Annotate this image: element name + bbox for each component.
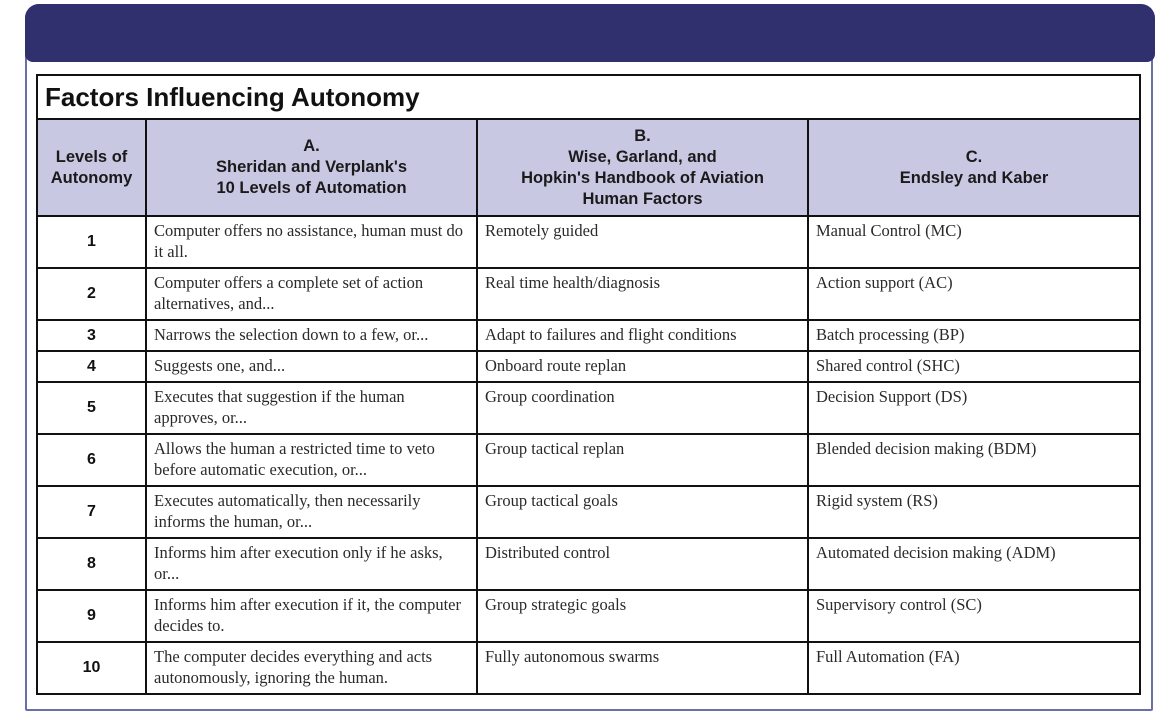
level-cell: 6 (37, 434, 146, 486)
sheridan-cell: Computer offers a complete set of action alternatives, and... (146, 268, 477, 320)
column-header-levels (37, 119, 146, 216)
wise-cell: Distributed control (477, 538, 808, 590)
table-row (37, 538, 1140, 590)
wise-cell: Onboard route replan (477, 351, 808, 382)
sheridan-cell: Executes automatically, then necessarily informs the human, or... (146, 486, 477, 538)
sheridan-cell: Narrows the selection down to a few, or... (146, 320, 477, 351)
level-cell: 4 (37, 351, 146, 382)
autonomy-table (36, 74, 1141, 695)
column-header-c (808, 119, 1140, 216)
header-line: Sheridan and Verplank's (216, 158, 407, 176)
header-line: Autonomy (50, 168, 133, 187)
table-row (37, 351, 1140, 382)
endsley-cell: Automated decision making (ADM) (808, 538, 1140, 590)
wise-cell: Group tactical replan (477, 434, 808, 486)
endsley-cell: Rigid system (RS) (808, 486, 1140, 538)
header-line: B. (634, 126, 651, 145)
wise-cell: Real time health/diagnosis (477, 268, 808, 320)
level-cell: 3 (37, 320, 146, 351)
level-cell: 7 (37, 486, 146, 538)
table-title: Factors Influencing Autonomy (37, 75, 1140, 119)
header-line: Levels of (55, 147, 128, 166)
column-header-a (146, 119, 477, 216)
wise-cell: Group tactical goals (477, 486, 808, 538)
endsley-cell: Action support (AC) (808, 268, 1140, 320)
header-line: C. (965, 147, 983, 166)
header-line: Endsley and Kaber (899, 168, 1049, 187)
level-cell: 2 (37, 268, 146, 320)
wise-cell: Adapt to failures and flight conditions (477, 320, 808, 351)
sheridan-cell: Executes that suggestion if the human approves, or... (146, 382, 477, 434)
wise-cell: Group strategic goals (477, 590, 808, 642)
table-row (37, 486, 1140, 538)
endsley-cell: Blended decision making (BDM) (808, 434, 1140, 486)
header-banner (25, 4, 1155, 62)
column-header-b (477, 119, 808, 216)
endsley-cell: Supervisory control (SC) (808, 590, 1140, 642)
level-cell: 9 (37, 590, 146, 642)
sheridan-cell: Suggests one, and... (146, 351, 477, 382)
table-row (37, 320, 1140, 351)
sheridan-cell: The computer decides everything and acts autonomously, ignoring the human. (146, 642, 477, 694)
table-row (37, 216, 1140, 268)
table-row (37, 642, 1140, 694)
table-row (37, 434, 1140, 486)
table-row (37, 268, 1140, 320)
header-line: Human Factors (582, 189, 703, 208)
endsley-cell: Shared control (SHC) (808, 351, 1140, 382)
level-cell: 10 (37, 642, 146, 694)
wise-cell: Remotely guided (477, 216, 808, 268)
header-line: A. (303, 137, 320, 155)
table-row (37, 382, 1140, 434)
level-cell: 8 (37, 538, 146, 590)
endsley-cell: Manual Control (MC) (808, 216, 1140, 268)
table-row (37, 590, 1140, 642)
header-line: Wise, Garland, and (568, 147, 717, 166)
endsley-cell: Decision Support (DS) (808, 382, 1140, 434)
header-line: Hopkin's Handbook of Aviation (521, 168, 764, 187)
sheridan-cell: Allows the human a restricted time to veto before automatic execution, or... (146, 434, 477, 486)
sheridan-cell: Informs him after execution if it, the computer decides to. (146, 590, 477, 642)
wise-cell: Fully autonomous swarms (477, 642, 808, 694)
sheridan-cell: Informs him after execution only if he asks, or... (146, 538, 477, 590)
header-line: 10 Levels of Automation (216, 179, 407, 197)
wise-cell: Group coordination (477, 382, 808, 434)
sheridan-cell: Computer offers no assistance, human must do it all. (146, 216, 477, 268)
header-row (37, 119, 1140, 216)
endsley-cell: Full Automation (FA) (808, 642, 1140, 694)
level-cell: 1 (37, 216, 146, 268)
level-cell: 5 (37, 382, 146, 434)
endsley-cell: Batch processing (BP) (808, 320, 1140, 351)
